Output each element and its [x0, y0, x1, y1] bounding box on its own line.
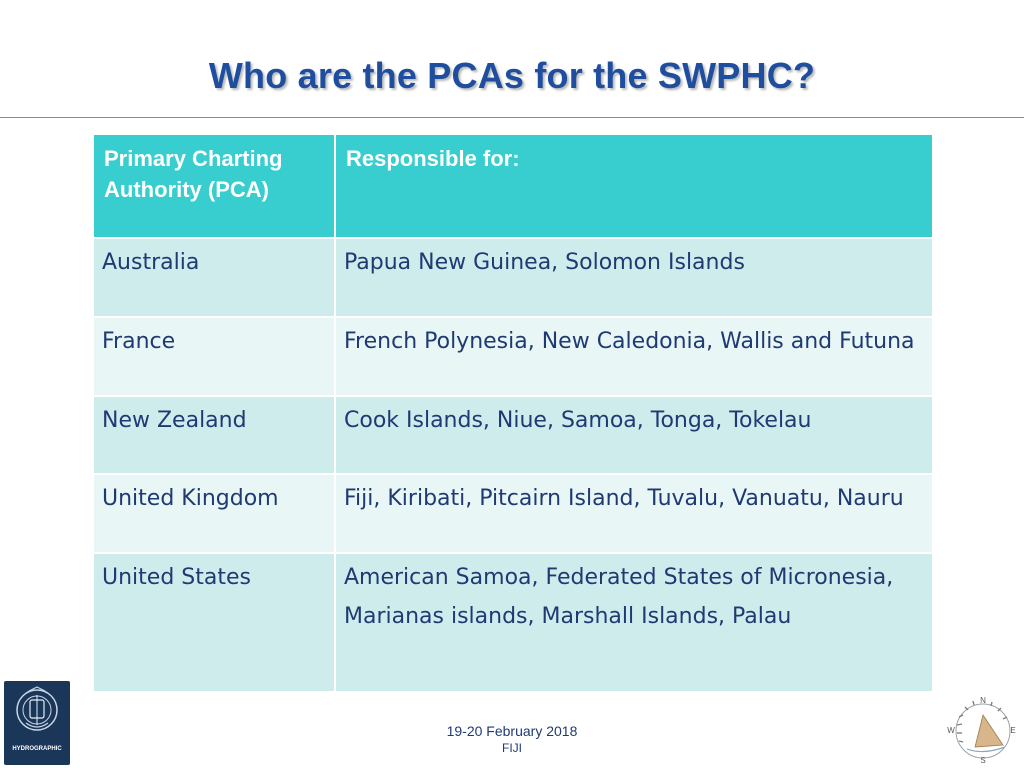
column-header-responsible: Responsible for: — [335, 134, 933, 238]
title-divider — [0, 117, 1024, 118]
table-row — [93, 317, 933, 396]
compass-rose-icon — [945, 695, 1017, 765]
compass-letter: N — [980, 696, 986, 705]
compass-letter: W — [947, 726, 955, 735]
responsible-cell: Papua New Guinea, Solomon Islands — [335, 238, 933, 317]
responsible-cell: French Polynesia, New Caledonia, Wallis and Futuna — [335, 317, 933, 396]
column-header-pca: Primary Charting Authority (PCA) — [93, 134, 335, 238]
table-header-row — [93, 134, 933, 238]
pca-table — [92, 133, 934, 693]
footer — [412, 723, 612, 757]
hydrographic-office-logo — [4, 681, 70, 765]
crest-icon — [4, 683, 70, 743]
pca-cell: Australia — [93, 238, 335, 317]
table-row — [93, 474, 933, 553]
table-row — [93, 238, 933, 317]
footer-place: FIJI — [502, 741, 522, 755]
pca-cell: France — [93, 317, 335, 396]
responsible-cell: Fiji, Kiribati, Pitcairn Island, Tuvalu, Vanuatu, Nauru — [335, 474, 933, 553]
table-row — [93, 553, 933, 692]
slide-title: Who are the PCAs for the SWPHC? — [208, 55, 816, 96]
table-row — [93, 396, 933, 474]
responsible-cell: American Samoa, Federated States of Micronesia, Marianas islands, Marshall Islands, Palau — [335, 553, 933, 692]
pca-cell: United Kingdom — [93, 474, 335, 553]
logo-label: HYDROGRAPHIC — [12, 746, 62, 752]
responsible-cell: Cook Islands, Niue, Samoa, Tonga, Tokelau — [335, 396, 933, 474]
footer-date: 19-20 February 2018 — [446, 723, 578, 739]
pca-cell: New Zealand — [93, 396, 335, 474]
compass-letter: E — [1010, 726, 1016, 735]
pca-cell: United States — [93, 553, 335, 692]
compass-letter: S — [980, 756, 986, 765]
